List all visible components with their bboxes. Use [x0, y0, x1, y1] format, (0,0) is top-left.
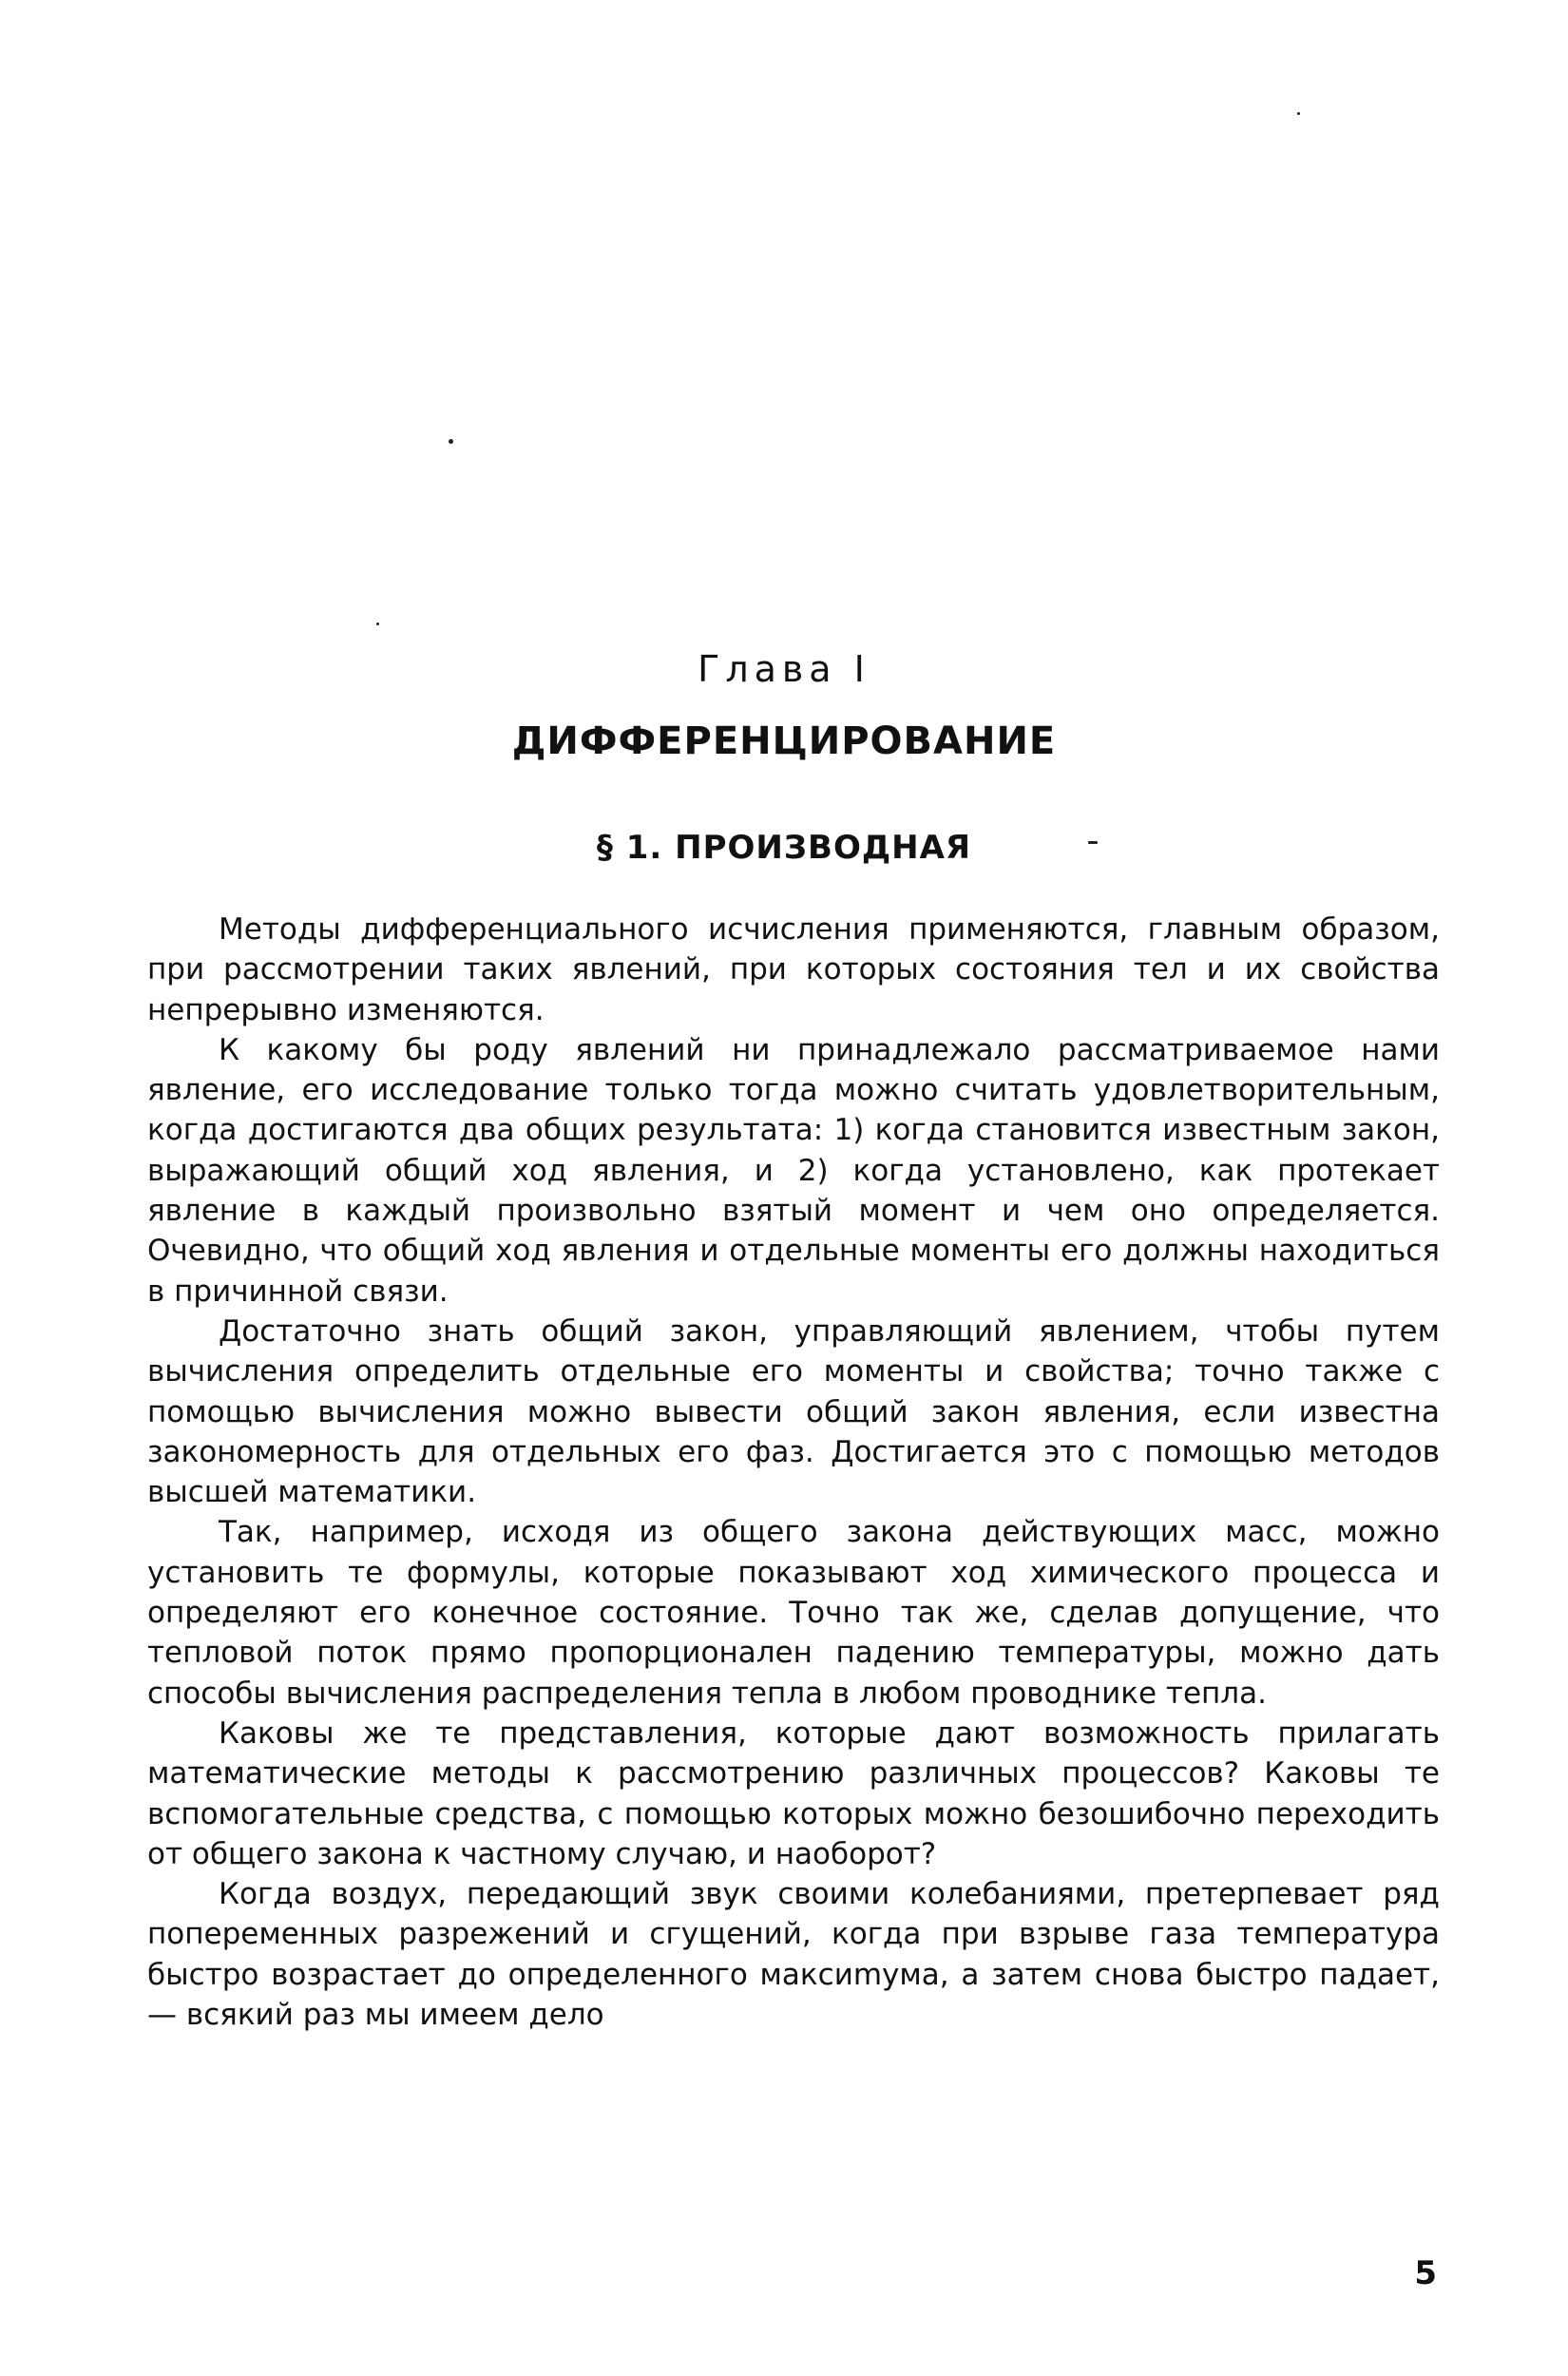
- page-number: 5: [1414, 2254, 1437, 2292]
- scan-speck: [1297, 112, 1300, 115]
- paragraph: Каковы же те представления, которые дают возможность прилагать математические методы к рассмотрению различных процессов? Каковы те вспомогательные средства, с помощью которых можно безошибочно переходить от общего закона к частному случаю, и наоборот?: [147, 1715, 1440, 1871]
- body-text: [147, 910, 1440, 2035]
- scan-speck: [376, 623, 379, 625]
- paragraph: Так, например, исходя из общего закона действующих масс, можно установить те формулы, которые показывают ход химического процесса и определяют его конечное состояние. Точно так же, сделав допущение, что тепловой поток прямо пропорционален падению температуры, можно дать способы вычисления распределения тепла в любом проводнике тепла.: [147, 1515, 1440, 1711]
- paragraph: Методы дифференциального исчисления применяются, главным образом, при рассмотрении таких явлений, при которых состояния тел и их свойства непрерывно изменяются.: [147, 912, 1440, 1027]
- paragraph: Когда воздух, передающий звук своими колебаниями, претерпевает ряд попеременных разрежений и сгущений, когда при взрыве газа температура быстро возрастает до определенного максиmума, а затем снова быстро падает, — всякий раз мы имеем дело: [147, 1877, 1440, 2033]
- scan-speck: [449, 439, 453, 444]
- chapter-title: ДИФФЕРЕНЦИРОВАНИЕ: [511, 719, 1057, 763]
- paragraph: Достаточно знать общий закон, управляющий явлением, чтобы путем вычисления определить отдельные его моменты и свойства; точно также с помощью вычисления можно вывести общий закон явления, если известна закономерность для отдельных его фаз. Достигается это с помощью методов высшей математики.: [147, 1313, 1440, 1510]
- paragraph: К какому бы роду явлений ни принадлежало рассматриваемое нами явление, его исследование только тогда можно считать удовлетворительным, когда достигаются два общих результата: 1) когда становится известным закон, выражающий общий ход явления, и 2) когда установлено, как протекает явление в каждый произвольно взятый момент и чем оно определяется. Очевидно, что общий ход явления и отдельные моменты его должны находиться в причинной связи.: [147, 1032, 1440, 1309]
- section-title: § 1. ПРОИЗВОДНАЯ: [596, 829, 972, 867]
- chapter-label: Глава I: [698, 648, 870, 690]
